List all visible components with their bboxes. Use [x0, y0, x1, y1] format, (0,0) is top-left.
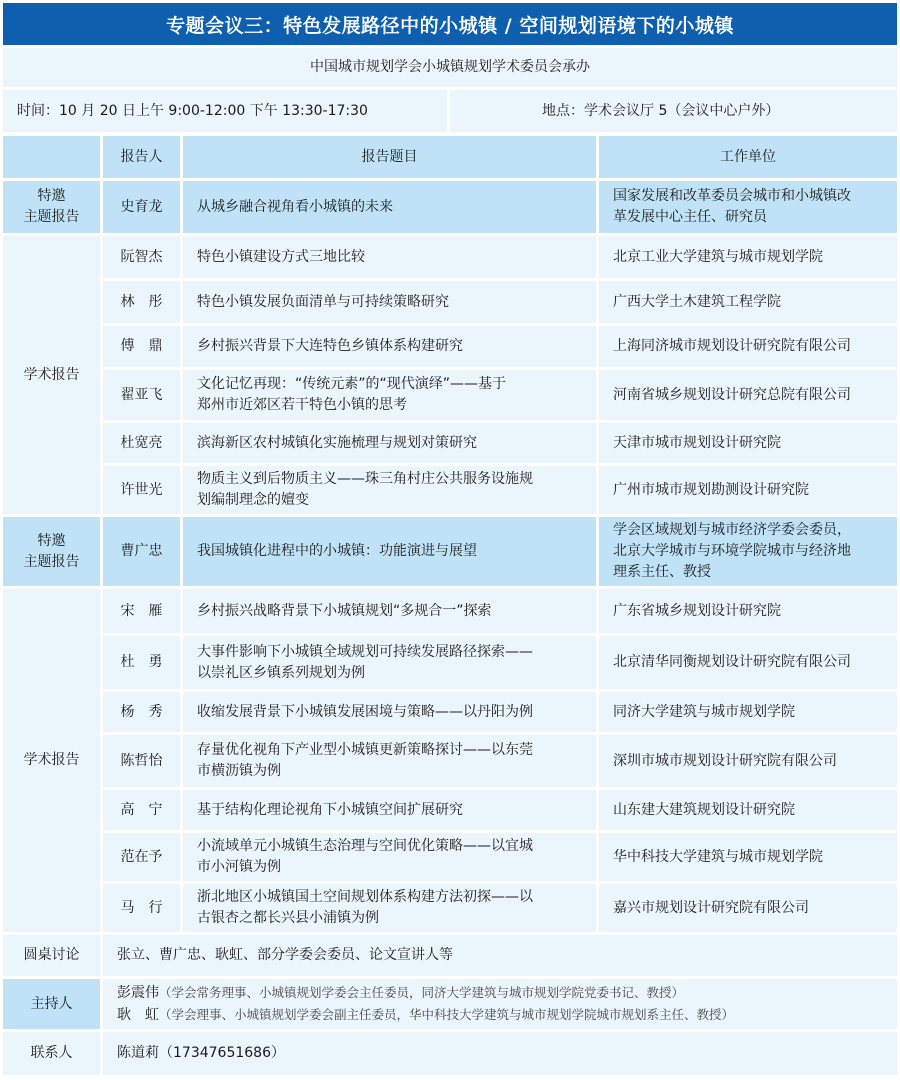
topic-cell: 收缩发展背景下小城镇发展困境与策略——以丹阳为例 [183, 692, 596, 732]
speaker-cell: 史育龙 [103, 181, 180, 233]
topic-cell: 基于结构化理论视角下小城镇空间扩展研究 [183, 790, 596, 830]
affiliation-cell: 学会区域规划与城市经济学委会委员， 北京大学城市与环境学院城市与经济地 理系主任、教授 [599, 517, 897, 586]
topic-cell: 特色小镇建设方式三地比较 [183, 236, 596, 278]
group-academic-1: 学术报告 [3, 236, 100, 514]
speaker-cell: 许世光 [103, 466, 180, 514]
affiliation-cell: 深圳市城市规划设计研究院有限公司 [599, 735, 897, 787]
speaker-cell: 高 宁 [103, 790, 180, 830]
hosts-value [103, 979, 897, 1029]
speaker-cell: 杜宽亮 [103, 423, 180, 463]
speaker-cell: 阮智杰 [103, 236, 180, 278]
host-name: 彭震伟 [117, 985, 159, 1001]
group-keynote-1: 特邀 主题报告 [3, 181, 100, 233]
host-line [117, 982, 684, 1004]
topic-cell: 文化记忆再现：“传统元素”的“现代演绎”——基于 郑州市近郊区若干特色小镇的思考 [183, 370, 596, 420]
affiliation-cell: 华中科技大学建筑与城市规划学院 [599, 833, 897, 881]
topic-cell: 从城乡融合视角看小城镇的未来 [183, 181, 596, 233]
header-topic: 报告题目 [183, 136, 596, 178]
topic-cell: 特色小镇发展负面清单与可持续策略研究 [183, 281, 596, 323]
header-affiliation: 工作单位 [599, 136, 897, 178]
topic-cell: 乡村振兴战略背景下小城镇规划“多规合一”探索 [183, 589, 596, 633]
speaker-cell: 杜 勇 [103, 636, 180, 689]
speaker-cell: 范在予 [103, 833, 180, 881]
speaker-cell: 马 行 [103, 884, 180, 932]
affiliation-cell: 天津市城市规划设计研究院 [599, 423, 897, 463]
organizer-line: 中国城市规划学会小城镇规划学术委员会承办 [3, 48, 897, 87]
affiliation-cell: 上海同济城市规划设计研究院有限公司 [599, 326, 897, 367]
affiliation-cell: 广州市城市规划勘测设计研究院 [599, 466, 897, 514]
speaker-cell: 林 彤 [103, 281, 180, 323]
affiliation-cell: 广东省城乡规划设计研究院 [599, 589, 897, 633]
group-academic-2: 学术报告 [3, 589, 100, 932]
header-group [3, 136, 100, 178]
speaker-cell: 傅 鼎 [103, 326, 180, 367]
affiliation-cell: 北京清华同衡规划设计研究院有限公司 [599, 636, 897, 689]
group-keynote-2: 特邀 主题报告 [3, 517, 100, 586]
host-desc: （学会理事、小城镇规划学委会副主任委员，华中科技大学建筑与城市规划学院城市规划系主任、教授） [159, 1007, 735, 1022]
roundtable-value: 张立、曹广忠、耿虹、部分学委会委员、论文宣讲人等 [103, 935, 897, 976]
time-info: 时间：10 月 20 日上午 9:00-12:00 下午 13:30-17:30 [3, 90, 447, 132]
session-title: 专题会议三：特色发展路径中的小城镇 / 空间规划语境下的小城镇 [3, 3, 897, 45]
location-info: 地点：学术会议厅 5（会议中心户外） [450, 90, 897, 132]
topic-cell: 大事件影响下小城镇全域规划可持续发展路径探索—— 以崇礼区乡镇系列规划为例 [183, 636, 596, 689]
contact-label: 联系人 [3, 1032, 100, 1075]
contact-value: 陈道莉（17347651686） [103, 1032, 897, 1075]
host-name: 耿 虹 [117, 1007, 159, 1023]
affiliation-cell: 嘉兴市规划设计研究院有限公司 [599, 884, 897, 932]
hosts-label: 主持人 [3, 979, 100, 1029]
affiliation-cell: 山东建大建筑规划设计研究院 [599, 790, 897, 830]
speaker-cell: 陈哲怡 [103, 735, 180, 787]
topic-cell: 存量优化视角下产业型小城镇更新策略探讨——以东莞 市横沥镇为例 [183, 735, 596, 787]
topic-cell: 滨海新区农村城镇化实施梳理与规划对策研究 [183, 423, 596, 463]
roundtable-label: 圆桌讨论 [3, 935, 100, 976]
affiliation-cell: 北京工业大学建筑与城市规划学院 [599, 236, 897, 278]
affiliation-cell: 同济大学建筑与城市规划学院 [599, 692, 897, 732]
topic-cell: 小流域单元小城镇生态治理与空间优化策略——以宜城 市小河镇为例 [183, 833, 596, 881]
header-speaker: 报告人 [103, 136, 180, 178]
topic-cell: 物质主义到后物质主义——珠三角村庄公共服务设施规 划编制理念的嬗变 [183, 466, 596, 514]
speaker-cell: 杨 秀 [103, 692, 180, 732]
affiliation-cell: 国家发展和改革委员会城市和小城镇改 革发展中心主任、研究员 [599, 181, 897, 233]
host-line [117, 1004, 734, 1026]
topic-cell: 浙北地区小城镇国土空间规划体系构建方法初探——以 古银杏之都长兴县小浦镇为例 [183, 884, 596, 932]
affiliation-cell: 广西大学土木建筑工程学院 [599, 281, 897, 323]
speaker-cell: 宋 雁 [103, 589, 180, 633]
topic-cell: 我国城镇化进程中的小城镇：功能演进与展望 [183, 517, 596, 586]
speaker-cell: 曹广忠 [103, 517, 180, 586]
host-desc: （学会常务理事、小城镇规划学委会主任委员，同济大学建筑与城市规划学院党委书记、教授） [159, 985, 685, 1000]
affiliation-cell: 河南省城乡规划设计研究总院有限公司 [599, 370, 897, 420]
topic-cell: 乡村振兴背景下大连特色乡镇体系构建研究 [183, 326, 596, 367]
speaker-cell: 翟亚飞 [103, 370, 180, 420]
